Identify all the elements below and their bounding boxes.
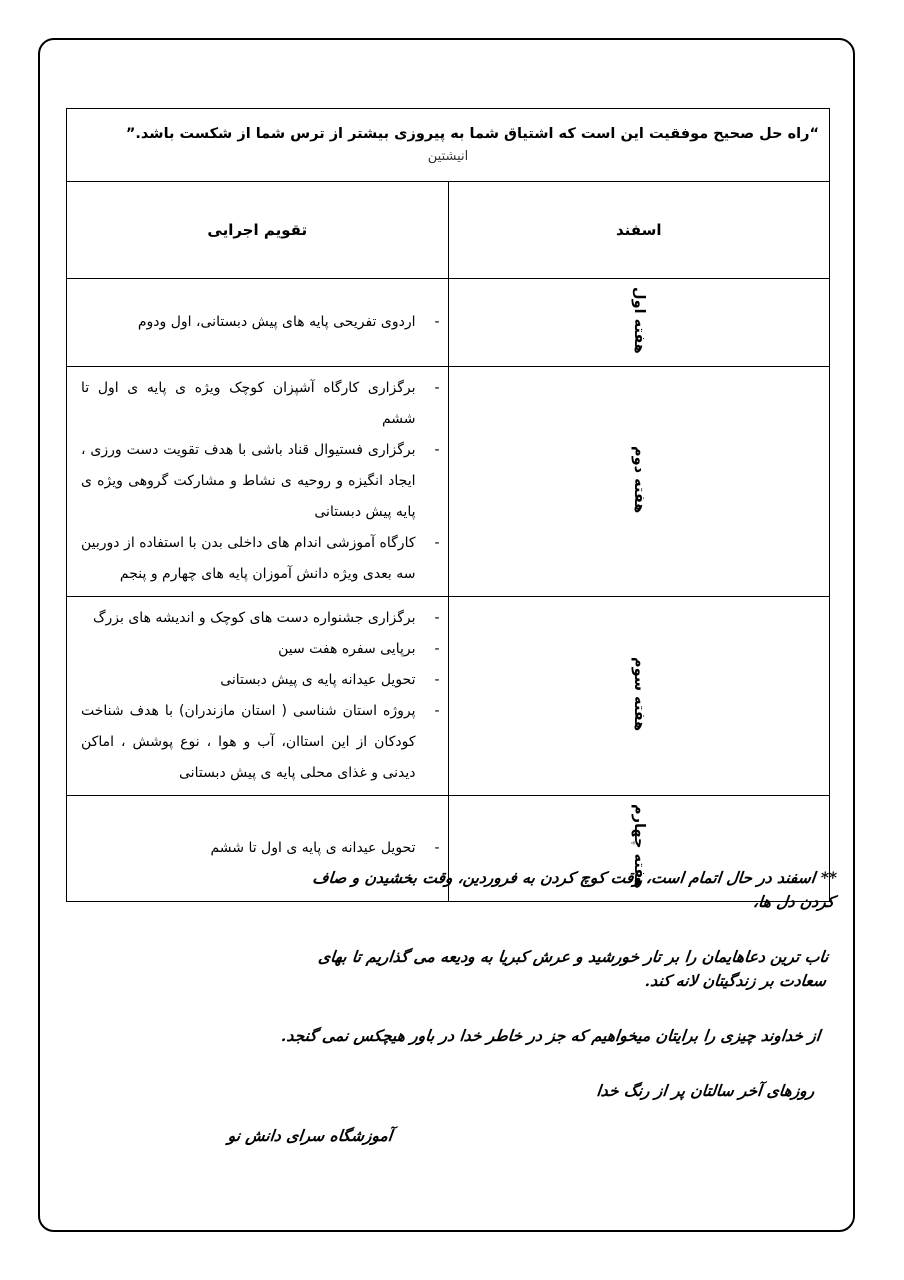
quote-author: انیشتین [427, 149, 469, 164]
note-line: ** اسفند در حال اتمام است، وقت کوچ کردن به فروردین، وقت بخشیدن و صاف کردن دل ها، [311, 868, 838, 911]
week-row [67, 597, 830, 796]
activity-item: - برگزاری کارگاه آشپزان کوچک ویژه ی پایه ی اول تا ششم [81, 373, 416, 435]
week-row [67, 367, 830, 597]
schedule-heading: تقویم اجرایی [67, 182, 449, 279]
note-line: روزهای آخر سالتان پر از رنگ خدا [595, 1081, 816, 1100]
activity-item: - کارگاه آموزشی اندام های داخلی بدن با استفاده از دوربین سه بعدی ویژه دانش آموزان پایه های چهارم و پنجم [81, 528, 416, 590]
school-signature: آموزشگاه سرای دانش نو [227, 1126, 394, 1145]
activity-item: - تحویل عیدانه پایه ی پیش دبستانی [81, 665, 416, 696]
closing-notes [250, 866, 838, 1134]
activity-item: - برگزاری جشنواره دست های کوچک و اندیشه های بزرگ [81, 603, 416, 634]
week-label: هفته سوم [630, 656, 647, 732]
week-label: هفته چهارم [630, 804, 647, 889]
activity-item: - اردوی تفریحی پایه های پیش دبستانی، اول ودوم [81, 307, 416, 338]
week-label: هفته اول [630, 287, 647, 354]
activity-item: - پروژه استان شناسی ( استان مازندران) با هدف شناخت کودکان از این استاان، آب و هوا ، نوع پوشش ، اماکن دیدنی و غذای محلی پایه ی پیش دبستانی [81, 696, 416, 789]
quote-cell [67, 109, 830, 182]
week-label: هفته دوم [630, 445, 647, 514]
activity-item: - تحویل عیدانه ی پایه ی اول تا ششم [81, 833, 416, 864]
activity-item: - برپایی سفره هفت سین [81, 634, 416, 665]
activity-list [67, 827, 448, 870]
month-header: اسفند [448, 182, 830, 279]
activity-list [67, 367, 448, 596]
week-row [67, 279, 830, 367]
note-line: ناب ترین دعاهایمان را بر تار خورشید و عرش کبریا به ودیعه می گذاریم تا بهای سعادت بر زندگیتان لانه کند. [317, 947, 830, 990]
activity-list [67, 301, 448, 344]
activity-list [67, 597, 448, 795]
schedule-table [66, 108, 830, 902]
activity-item: - برگزاری فستیوال قناد باشی با هدف تقویت دست ورزی ، ایجاد انگیزه و روحیه ی نشاط و مشارکت گروهی ویژه ی پایه پیش دبستانی [81, 435, 416, 528]
quote-text: “راه حل صحیح موفقیت این است که اشتیاق شما به پیروزی بیشتر از ترس شما از شکست باشد.” [125, 126, 819, 142]
note-line: از خداوند چیزی را برایتان میخواهیم که جز در خاطر خدا در باور هیچکس نمی گنجد. [280, 1026, 822, 1045]
